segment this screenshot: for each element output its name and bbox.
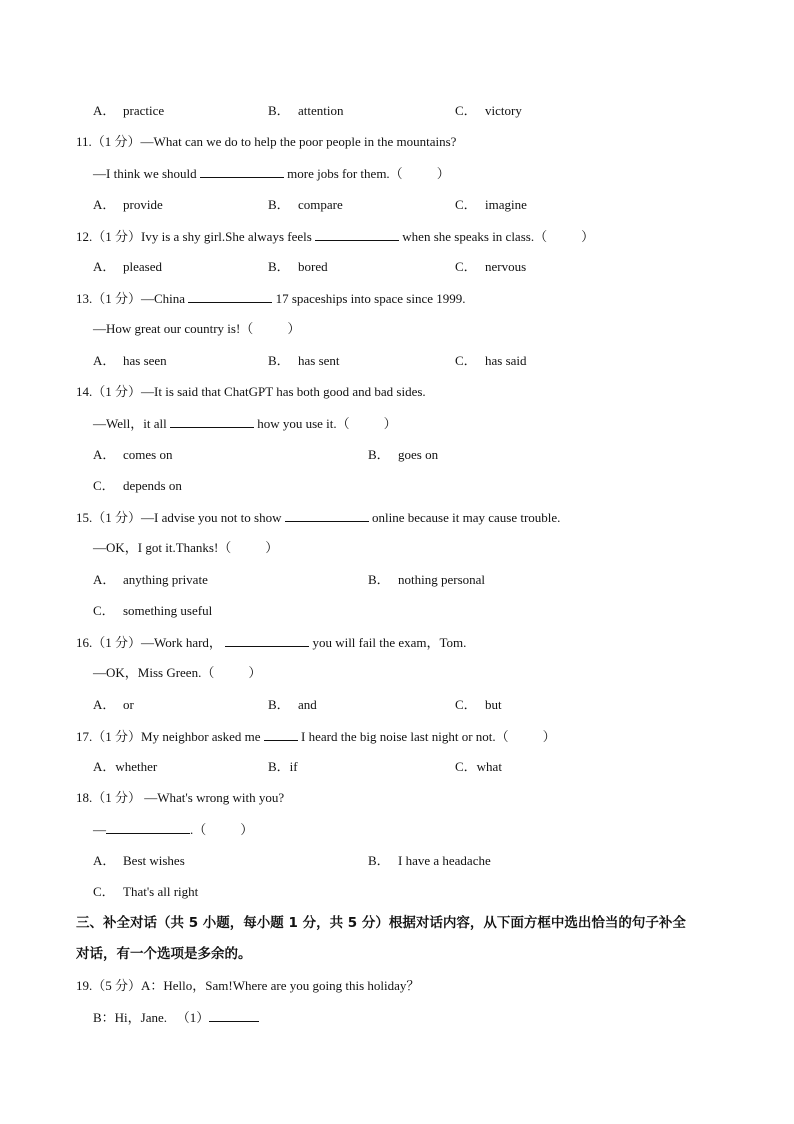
q14-blank — [170, 415, 254, 428]
q15-line2: —OK，I got it.Thanks!（ ） — [93, 540, 279, 555]
q13-option-b[interactable]: B． has sent — [268, 353, 340, 368]
q18-option-c[interactable]: C． That's all right — [93, 884, 199, 899]
q18-blank — [106, 821, 190, 834]
q17-option-a[interactable]: A．whether — [93, 759, 158, 774]
q17-stem: 17.（1 分）My neighbor asked me I heard the big noise last night or not.（ ） — [76, 729, 556, 744]
q13-blank — [188, 290, 272, 303]
q11-option-b[interactable]: B． compare — [268, 197, 343, 212]
q12-option-c[interactable]: C． nervous — [455, 259, 527, 274]
q19-blank-1[interactable] — [209, 1009, 259, 1022]
q15-option-a[interactable]: A． anything private — [93, 572, 208, 587]
q16-line2: —OK，Miss Green.（ ） — [93, 665, 262, 680]
q11-option-c[interactable]: C． imagine — [455, 197, 527, 212]
q13-option-c[interactable]: C． has said — [455, 353, 527, 368]
q10-option-c[interactable]: C． victory — [455, 103, 522, 118]
q18-stem: 18.（1 分） —What's wrong with you? — [76, 790, 285, 805]
q17-option-b[interactable]: B．if — [268, 759, 298, 774]
q13-line2: —How great our country is!（ ） — [93, 321, 301, 336]
q10-option-a[interactable]: A． practice — [93, 103, 165, 118]
q18-option-a[interactable]: A． Best wishes — [93, 853, 185, 868]
q15-option-b[interactable]: B． nothing personal — [368, 572, 486, 587]
q11-stem: 11.（1 分）—What can we do to help the poor people in the mountains? — [76, 134, 457, 149]
q17-blank — [264, 728, 298, 741]
q16-blank — [225, 634, 309, 647]
q14-line2: —Well，it all how you use it.（ ） — [93, 416, 397, 431]
q17-option-c[interactable]: C．what — [455, 759, 502, 774]
q12-blank — [315, 228, 399, 241]
q12-option-a[interactable]: A． pleased — [93, 259, 162, 274]
q11-option-a[interactable]: A． provide — [93, 197, 163, 212]
q12-stem: 12.（1 分）Ivy is a shy girl.She always feels when she speaks in class.（ ） — [76, 229, 595, 244]
q10-option-b[interactable]: B． attention — [268, 103, 344, 118]
q14-option-b[interactable]: B． goes on — [368, 447, 439, 462]
q16-option-a[interactable]: A． or — [93, 697, 134, 712]
q13-stem: 13.（1 分）—China 17 spaceships into space since 1999. — [76, 291, 466, 306]
section-3-heading-line1: 三、补全对话（共 5 小题，每小题 1 分，共 5 分）根据对话内容，从下面方框中选出恰当的句子补全 — [76, 915, 686, 931]
q13-option-a[interactable]: A． has seen — [93, 353, 167, 368]
q16-option-c[interactable]: C． but — [455, 697, 502, 712]
q18-line2: — .（ ） — [93, 822, 254, 837]
q11-line2: —I think we should more jobs for them.（ ） — [93, 166, 450, 181]
q19-line2: B：Hi，Jane. （1） — [93, 1009, 259, 1026]
q16-stem: 16.（1 分）—Work hard， you will fail the exam，Tom. — [76, 635, 467, 650]
q14-option-a[interactable]: A． comes on — [93, 447, 173, 462]
q11-blank — [200, 165, 284, 178]
q15-blank — [285, 509, 369, 522]
q15-option-c[interactable]: C． something useful — [93, 603, 213, 618]
q15-stem: 15.（1 分）—I advise you not to show online because it may cause trouble. — [76, 510, 561, 525]
section-3-heading-line2: 对话，有一个选项是多余的。 — [76, 946, 252, 962]
q14-option-c[interactable]: C． depends on — [93, 478, 182, 493]
q12-option-b[interactable]: B． bored — [268, 259, 328, 274]
q14-stem: 14.（1 分）—It is said that ChatGPT has both good and bad sides. — [76, 384, 426, 399]
q18-option-b[interactable]: B． I have a headache — [368, 853, 491, 868]
q16-option-b[interactable]: B． and — [268, 697, 317, 712]
q19-stem: 19.（5 分）A：Hello，Sam!Where are you going this holiday？ — [76, 978, 420, 993]
